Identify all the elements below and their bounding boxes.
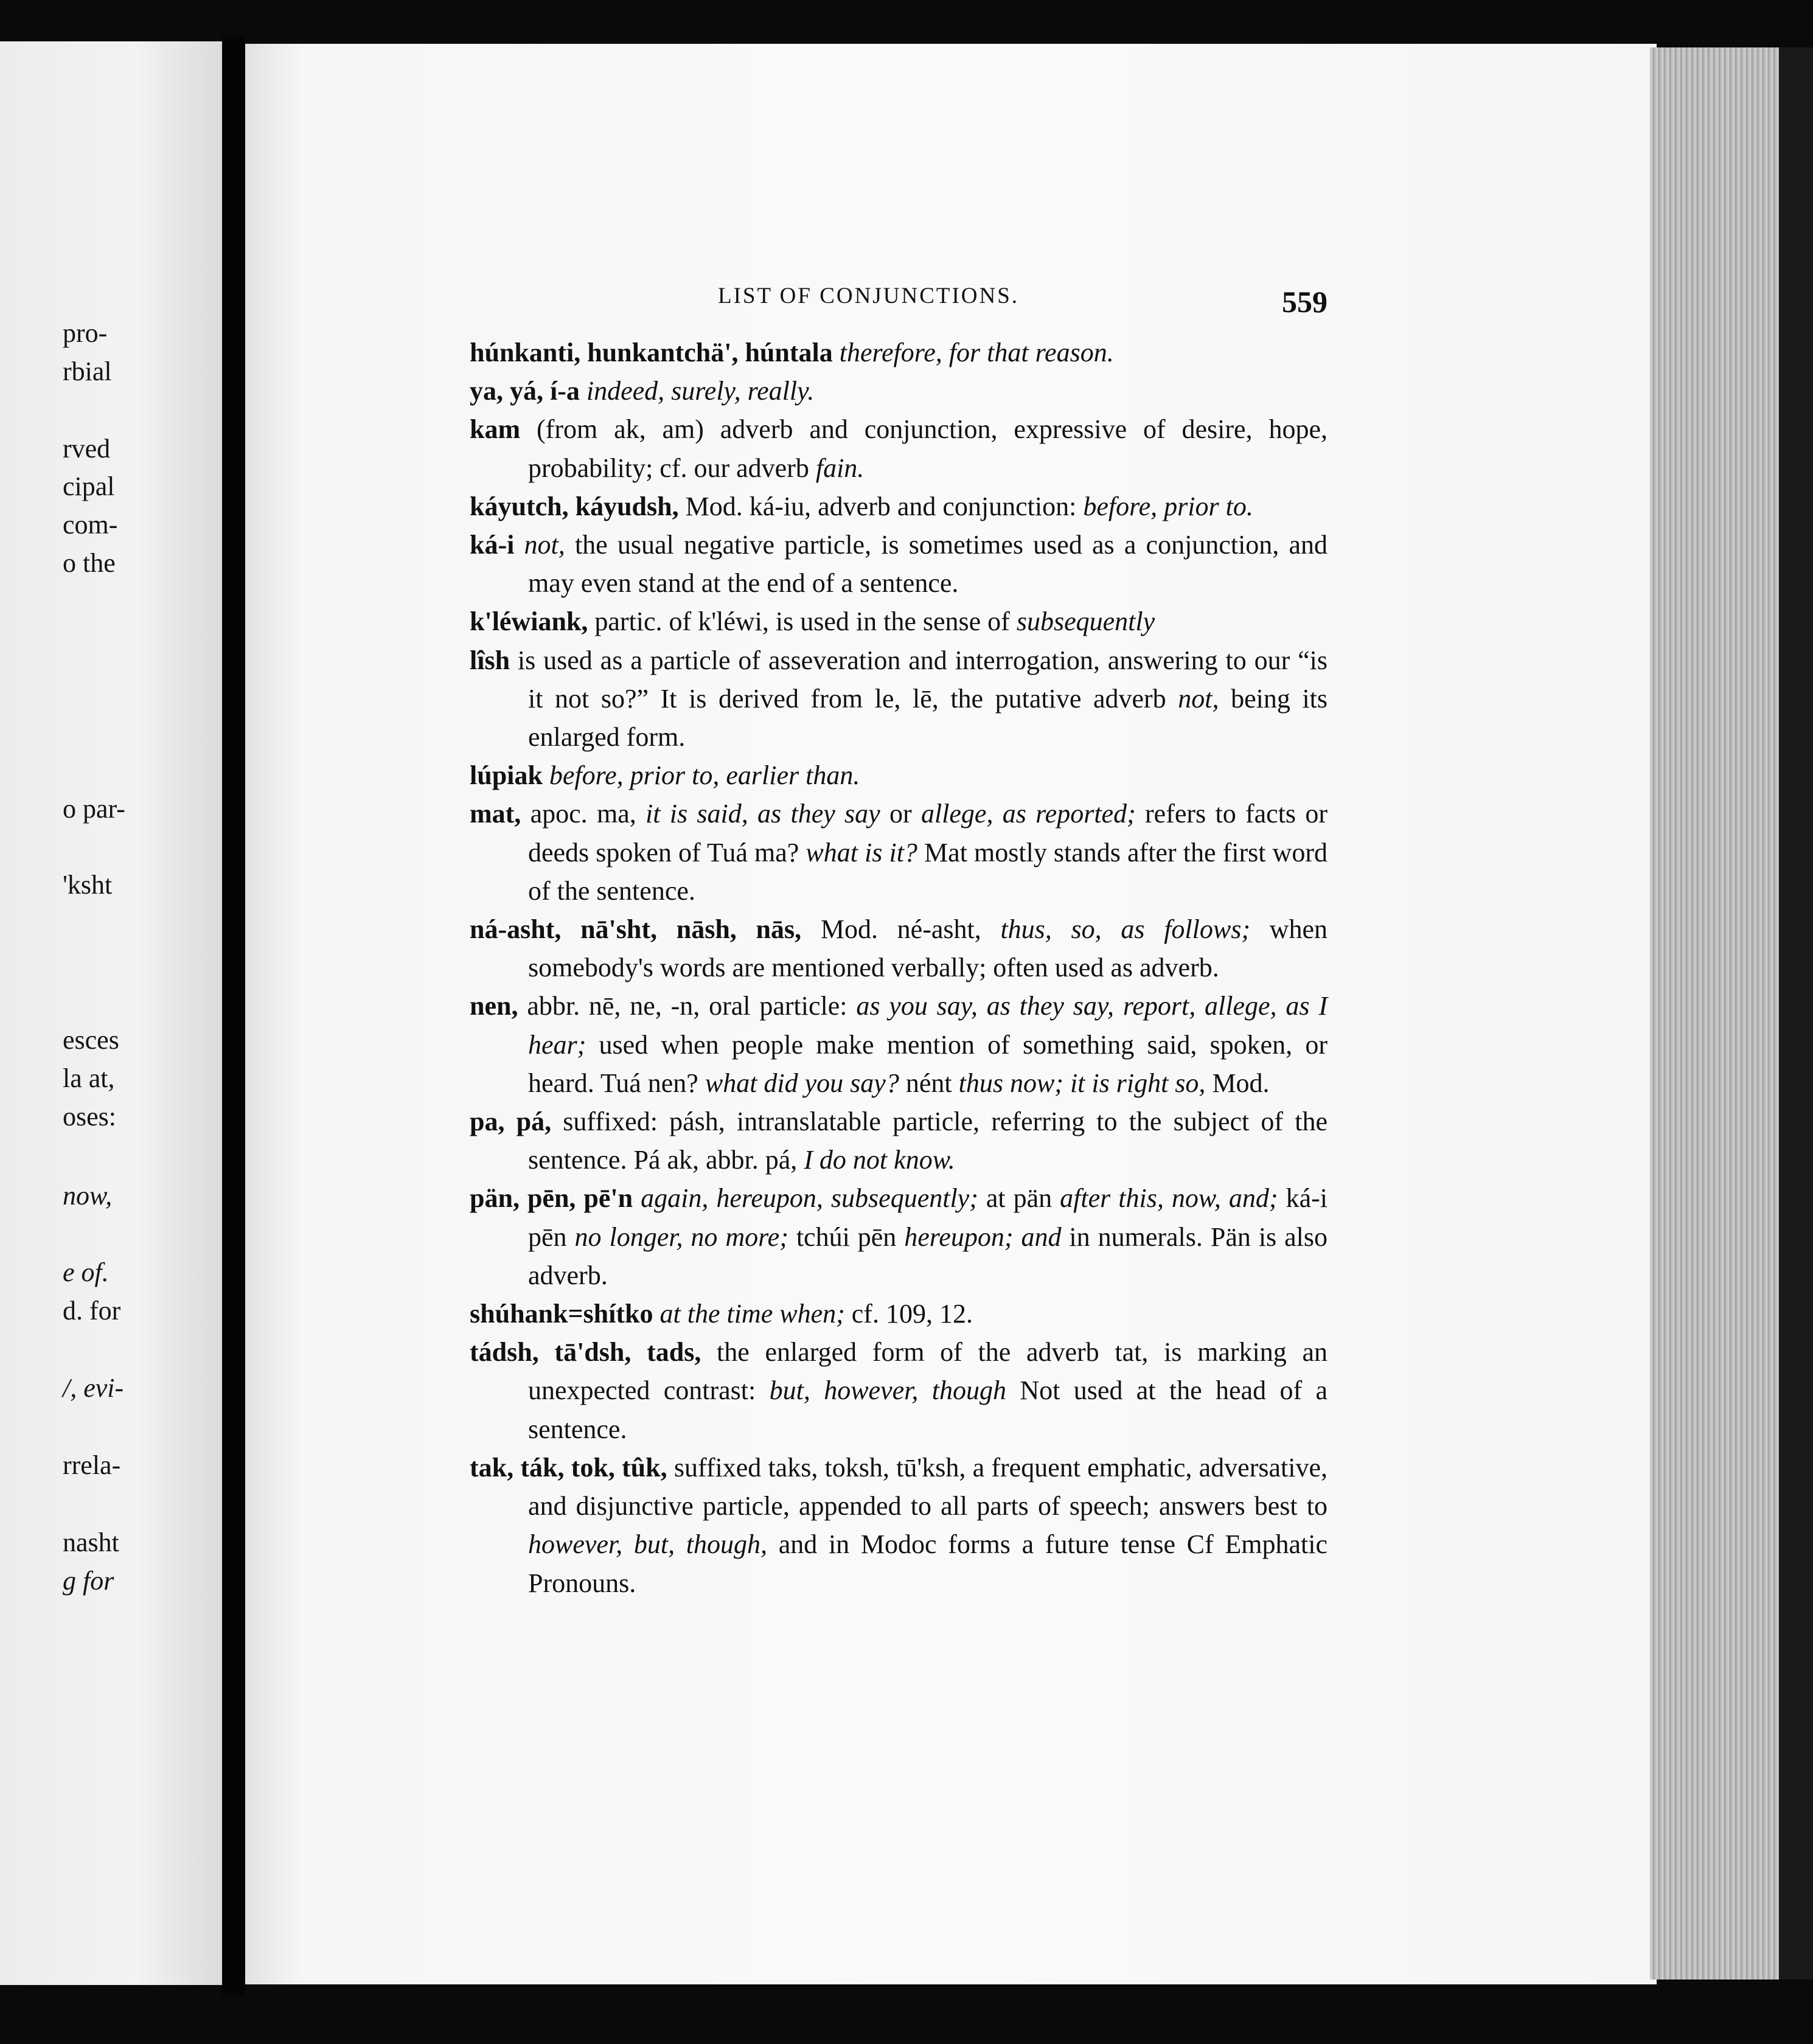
entry-text: Mod. ká-iu, adverb and conjunction: [678,491,1084,521]
entry-text [633,1183,641,1213]
book-edge-shadow [1779,47,1813,1980]
left-page-fragment: rrela- [63,1450,121,1480]
left-page-fragment: pro- [63,318,108,348]
entry-text: the enlarged form of the adverb tat, is marking an unexpected contrast: [528,1337,1328,1406]
entry-gloss: hereupon; and [904,1222,1062,1252]
conjunction-entry [470,602,1328,641]
entry-text: ká-i pēn [528,1183,1328,1252]
entry-gloss: as you say, as they say, report, allege, as I hear; [528,991,1328,1060]
entry-text: Mat mostly stands after the first word of the sentence. [528,837,1328,906]
entry-headword: k'léwiank, [470,607,588,637]
entry-gloss: thus now; it is right so, [958,1068,1206,1098]
entry-gloss: before, prior to. [1083,491,1253,521]
left-page-fragment: o the [63,548,116,578]
entry-text: when somebody's words are mentioned verbally; often used as adverb. [528,914,1328,983]
entry-text: and in Modoc forms a future tense Cf Emphatic Pronouns. [528,1529,1328,1598]
entry-headword: nen, [470,991,518,1021]
entry-headword: pän, pēn, pē'n [470,1183,633,1214]
entry-headword: pa, pá, [470,1107,552,1137]
entry-headword: mat, [470,799,521,829]
entry-gloss: after this, now, and; [1060,1183,1278,1214]
conjunction-entry [470,1102,1328,1179]
left-page-fragment: e of. [63,1257,109,1287]
entry-headword: káyutch, káyudsh, [470,491,679,521]
entry-text: in numerals. Pän is also adverb. [528,1222,1328,1290]
conjunction-list [470,333,1328,1602]
entry-text: apoc. ma, [521,799,646,829]
entry-gloss: fain. [815,453,865,483]
left-page-fragment: com- [63,510,118,540]
conjunction-entry [470,910,1328,987]
entry-text: the usual negative particle, is sometimes used as a conjunction, and may even stand at the end of a sentence. [528,530,1328,599]
entry-headword: shúhank=shítko [470,1299,653,1329]
conjunction-entry [470,641,1328,757]
left-page-fragment: cipal [63,471,115,501]
entry-text: refers to facts or deeds spoken of Tuá ma? [528,799,1328,867]
page-edges [1650,47,1779,1980]
entry-text: (from ak, am) adverb and conjunction, expressive of desire, hope, probability; cf. our adverb [520,414,1328,483]
left-page-fragment: /, evi- [63,1373,124,1403]
running-header: LIST OF CONJUNCTIONS. [718,283,1020,308]
entry-gloss: therefore, for that reason. [839,338,1114,367]
conjunction-entry [470,333,1328,372]
entry-headword: tak, ták, tok, tûk, [470,1452,667,1483]
entry-gloss: it is said, as they say [646,799,880,829]
conjunction-entry [470,526,1328,602]
entry-text: Mod. né-asht, [801,914,1001,945]
entry-gloss: before, prior to, earlier than. [549,760,860,791]
left-page-fragment: g for [63,1566,114,1596]
conjunction-entry [470,756,1328,794]
entry-gloss: but, however, though [769,1375,1006,1406]
left-page-fragment: rved [63,434,111,464]
entry-headword: ya, yá, í-a [470,376,586,406]
entry-gloss: not, [524,530,565,560]
entry-gloss: I do not know. [804,1145,955,1175]
page-number: 559 [1282,285,1328,319]
left-page-fragment: d. for [63,1296,121,1326]
entry-text: at pän [978,1183,1060,1214]
entry-gloss: what is it? [806,837,917,867]
conjunction-entry [470,487,1328,526]
entry-gloss: what did you say? [705,1068,899,1098]
entry-text: abbr. nē, ne, -n, oral particle: [518,991,857,1021]
entry-text: nént [899,1068,959,1098]
conjunction-entry [470,1179,1328,1295]
entry-text: partic. of k'léwi, is used in the sense of [588,607,1017,637]
entry-gloss: subsequently [1016,607,1155,637]
entry-text [514,530,524,560]
left-page-fragment: rbial [63,356,112,386]
entry-text: or [880,799,921,829]
conjunction-entry [470,1295,1328,1333]
entry-text: suffixed: pásh, intranslatable particle, referring to the subject of the sentence. Pá ak, abbr. pá, [528,1107,1328,1175]
conjunction-entry [470,410,1328,487]
entry-text: cf. 109, 12. [844,1299,973,1329]
entry-gloss: however, but, though, [528,1529,768,1560]
left-page-fragment: la at, [63,1063,115,1093]
entry-text: Not used at the head of a sentence. [528,1375,1328,1444]
left-page-fragment: esces [63,1025,119,1055]
entry-gloss: no longer, no more; [574,1222,788,1252]
left-page-fragment: nasht [63,1528,119,1557]
entry-headword: lîsh [470,645,510,675]
entry-gloss: again, hereupon, subsequently; [641,1183,978,1214]
left-page-fragment: o par- [63,794,125,824]
book-gutter [222,36,245,1995]
entry-gloss: indeed, surely, really. [586,376,815,406]
left-page-fragment: 'ksht [63,870,113,900]
entry-text: Mod. [1205,1068,1270,1098]
entry-gloss: thus, so, as follows; [1000,914,1250,945]
entry-text: is used as a particle of asseveration and interrogation, answering to our “is it not so?” It is derived from le, lē, the putative adverb [510,645,1328,714]
conjunction-entry [470,372,1328,410]
entry-gloss: allege, as reported; [920,799,1136,829]
conjunction-entry [470,794,1328,910]
entry-headword: ná-asht, nā'sht, nāsh, nās, [470,914,802,945]
left-page-fragment: oses: [63,1102,116,1132]
conjunction-entry [470,987,1328,1102]
entry-headword: húnkanti, hunkantchä', húntala [470,338,840,367]
entry-text: tchúi pēn [788,1222,905,1252]
entry-headword: ká-i [470,530,515,560]
conjunction-entry [470,1333,1328,1448]
entry-headword: lúpiak [470,760,549,791]
entry-gloss: not, [1178,683,1219,714]
entry-gloss: at the time when; [659,1299,845,1329]
left-page-fragment: now, [63,1181,113,1211]
entry-text: being its enlarged form. [528,683,1328,753]
entry-headword: kam [470,414,521,445]
left-page [0,41,222,1985]
entry-text: suffixed taks, toksh, tū'ksh, a frequent emphatic, adversative, and disjunctive particle, appended to all parts of speech; answers best to [528,1452,1328,1521]
entry-text: used when people make mention of something said, spoken, or heard. Tuá nen? [528,1029,1328,1098]
entry-headword: tádsh, tā'dsh, tads, [470,1337,701,1368]
conjunction-entry [470,1448,1328,1602]
entry-text [653,1299,660,1329]
